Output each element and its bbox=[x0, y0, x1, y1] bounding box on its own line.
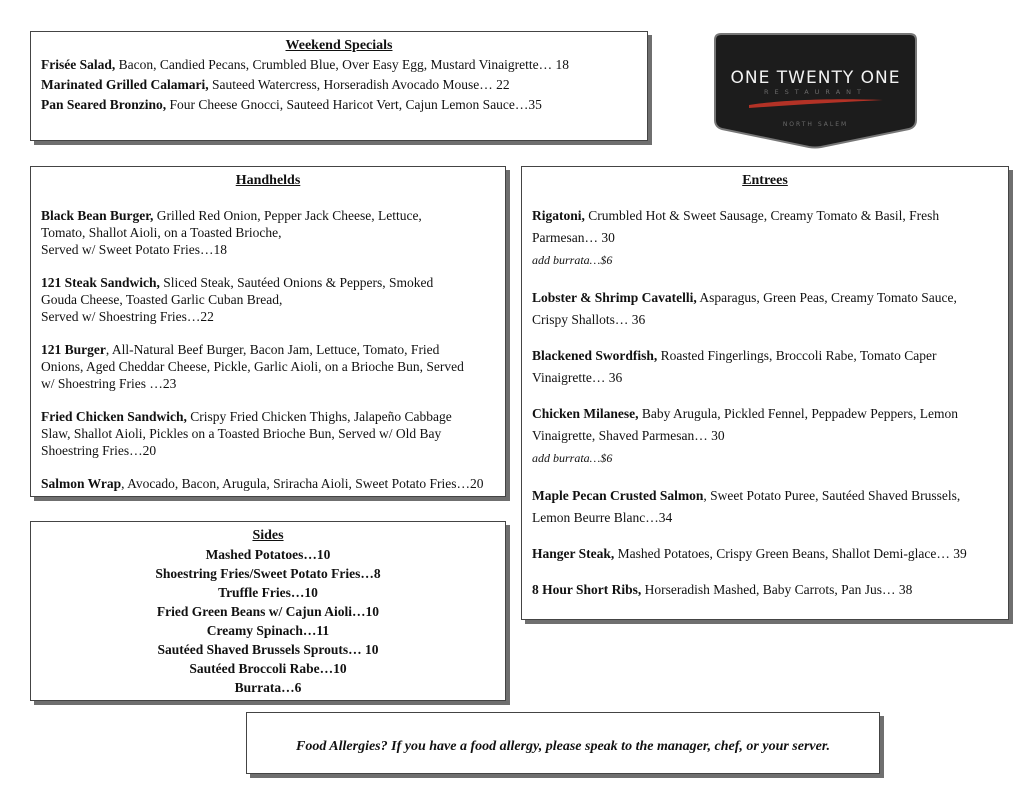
handheld-item: Black Bean Burger, Grilled Red Onion, Pepper Jack Cheese, Lettuce, Tomato, Shallot Aioli, on a Toasted Brioche, Served w/ Sweet Potato Fries…18 bbox=[41, 208, 422, 257]
entrees-title: Entrees bbox=[742, 173, 788, 188]
logo-subtitle: RESTAURANT bbox=[764, 88, 867, 96]
logo-location: NORTH SALEM bbox=[782, 121, 849, 128]
side-item: Sautéed Broccoli Rabe…10 bbox=[189, 661, 347, 676]
entree-item: Hanger Steak, Mashed Potatoes, Crispy Green Beans, Shallot Demi-glace… 39 bbox=[532, 546, 967, 561]
entrees-box bbox=[521, 166, 1009, 620]
handhelds-box bbox=[30, 166, 506, 497]
special-item: Marinated Grilled Calamari, Sauteed Watercress, Horseradish Avocado Mouse… 22 bbox=[41, 77, 510, 92]
side-item: Creamy Spinach…11 bbox=[206, 623, 330, 638]
handhelds-title: Handhelds bbox=[235, 173, 301, 188]
entree-item: 8 Hour Short Ribs, Horseradish Mashed, Baby Carrots, Pan Jus… 38 bbox=[532, 582, 913, 597]
side-item: Fried Green Beans w/ Cajun Aioli…10 bbox=[156, 604, 380, 619]
handheld-item: Salmon Wrap, Avocado, Bacon, Arugula, Sriracha Aioli, Sweet Potato Fries…20 bbox=[41, 476, 484, 491]
allergy-notice-box bbox=[246, 712, 880, 774]
sides-box bbox=[30, 521, 506, 701]
entree-item: Maple Pecan Crusted Salmon, Sweet Potato Puree, Sautéed Shaved Brussels, Lemon Beurre Blanc…34 bbox=[532, 488, 961, 525]
handheld-item: Fried Chicken Sandwich, Crispy Fried Chicken Thighs, Jalapeño Cabbage Slaw, Shallot Aioli, Pickles on a Toasted Brioche Bun, Served w/ Old Bay Shoestring Fries…20 bbox=[41, 409, 452, 458]
restaurant-logo bbox=[711, 28, 920, 149]
entree-addon: add burrata…$6 bbox=[532, 253, 613, 267]
entree-item: Chicken Milanese, Baby Arugula, Pickled Fennel, Peppadew Peppers, Lemon Vinaigrette, Shaved Parmesan… 30 add burrata…$6 bbox=[532, 406, 958, 465]
handheld-item: 121 Burger, All-Natural Beef Burger, Bacon Jam, Lettuce, Tomato, Fried Onions, Aged Cheddar Cheese, Pickle, Garlic Aioli, on a Brioche Bun, Served w/ Shoestring Fries …23 bbox=[41, 342, 464, 391]
weekend-specials-box bbox=[30, 31, 648, 141]
side-item: Truffle Fries…10 bbox=[218, 585, 318, 600]
entree-item: Lobster & Shrimp Cavatelli, Asparagus, Green Peas, Creamy Tomato Sauce, Crispy Shallots… 36 bbox=[532, 290, 957, 327]
side-item: Burrata…6 bbox=[234, 680, 302, 695]
entree-item: Blackened Swordfish, Roasted Fingerlings, Broccoli Rabe, Tomato Caper Vinaigrette… 36 bbox=[532, 348, 937, 385]
special-item: Frisée Salad, Bacon, Candied Pecans, Crumbled Blue, Over Easy Egg, Mustard Vinaigrette… 18 bbox=[41, 57, 569, 72]
allergy-notice: Food Allergies? If you have a food allergy, please speak to the manager, chef, or your server. bbox=[295, 739, 831, 754]
handheld-item: 121 Steak Sandwich, Sliced Steak, Sautéed Onions & Peppers, Smoked Gouda Cheese, Toasted Garlic Cuban Bread, Served w/ Shoestring Fries…22 bbox=[41, 275, 434, 324]
side-item: Shoestring Fries/Sweet Potato Fries…8 bbox=[155, 566, 381, 581]
entree-addon: add burrata…$6 bbox=[532, 451, 613, 465]
side-item: Sautéed Shaved Brussels Sprouts… 10 bbox=[157, 642, 379, 657]
logo-name: ONE TWENTY ONE bbox=[730, 68, 901, 88]
special-item: Pan Seared Bronzino, Four Cheese Gnocci, Sauteed Haricot Vert, Cajun Lemon Sauce…35 bbox=[41, 97, 542, 112]
side-item: Mashed Potatoes…10 bbox=[205, 547, 331, 562]
entree-item: Rigatoni, Crumbled Hot & Sweet Sausage, Creamy Tomato & Basil, Fresh Parmesan… 30 add burrata…$6 bbox=[532, 208, 940, 267]
sides-title: Sides bbox=[252, 528, 284, 543]
weekend-specials-title: Weekend Specials bbox=[285, 38, 393, 53]
